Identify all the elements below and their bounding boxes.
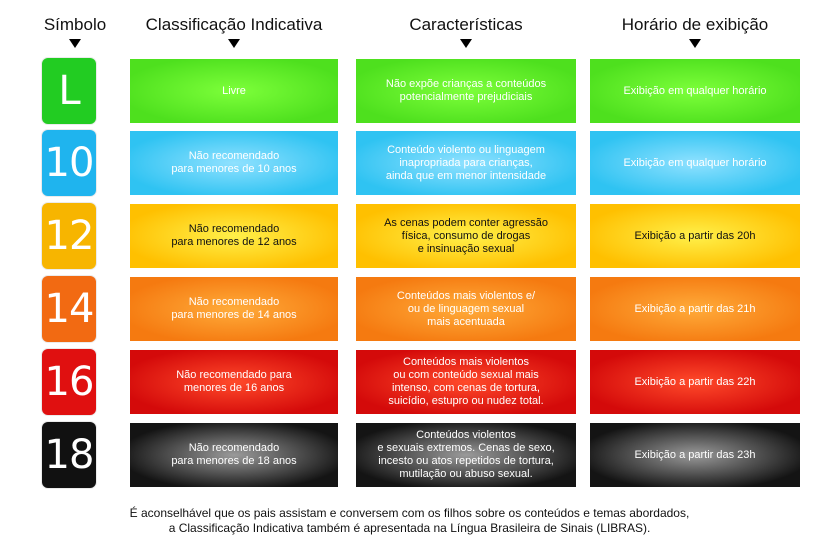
header-classification-label: Classificação Indicativa (145, 15, 323, 34)
rating-symbol-12: 12 (42, 203, 96, 269)
rating-symbol-14: 14 (42, 276, 96, 342)
footer-line-1: É aconselhável que os pais assistam e conversem com os filhos sobre os conteúdos e temas abordados, (129, 506, 690, 520)
classification-cell: Livre (130, 59, 338, 123)
arrow-down-icon (460, 39, 472, 48)
characteristics-cell: Conteúdos mais violentos ou com conteúdo sexual mais intenso, com cenas de tortura, suicídio, estupro ou nudez total. (356, 350, 576, 414)
classification-cell: Não recomendado para menores de 10 anos (130, 131, 338, 195)
arrow-down-icon (228, 39, 240, 48)
header-classification (130, 14, 338, 48)
classification-cell: Não recomendado para menores de 14 anos (130, 277, 338, 341)
classification-cell: Não recomendado para menores de 16 anos (130, 350, 338, 414)
characteristics-cell: Conteúdos violentos e sexuais extremos. Cenas de sexo, incesto ou atos repetidos de tortura, mutilação ou abuso sexual. (356, 423, 576, 487)
header-characteristics (356, 14, 576, 48)
schedule-cell: Exibição a partir das 22h (590, 350, 800, 414)
rating-symbol-18: 18 (42, 422, 96, 488)
schedule-cell: Exibição a partir das 23h (590, 423, 800, 487)
schedule-cell: Exibição em qualquer horário (590, 59, 800, 123)
footer-line-2: a Classificação Indicativa também é apresentada na Língua Brasileira de Sinais (LIBRAS). (168, 521, 651, 535)
schedule-cell: Exibição a partir das 21h (590, 277, 800, 341)
header-characteristics-label: Características (409, 15, 523, 34)
rating-symbol-10: 10 (42, 130, 96, 196)
header-symbol-label: Símbolo (43, 15, 107, 34)
characteristics-cell: Conteúdos mais violentos e/ ou de linguagem sexual mais acentuada (356, 277, 576, 341)
classification-cell: Não recomendado para menores de 12 anos (130, 204, 338, 268)
footer-note (0, 506, 819, 536)
schedule-cell: Exibição em qualquer horário (590, 131, 800, 195)
characteristics-cell: Conteúdo violento ou linguagem inapropriada para crianças, ainda que em menor intensidade (356, 131, 576, 195)
header-schedule-label: Horário de exibição (621, 15, 769, 34)
rating-symbol-l: L (42, 58, 96, 124)
schedule-cell: Exibição a partir das 20h (590, 204, 800, 268)
header-symbol (40, 14, 110, 48)
classification-cell: Não recomendado para menores de 18 anos (130, 423, 338, 487)
header-schedule (590, 14, 800, 48)
characteristics-cell: Não expõe crianças a conteúdos potencialmente prejudiciais (356, 59, 576, 123)
rating-symbol-16: 16 (42, 349, 96, 415)
arrow-down-icon (69, 39, 81, 48)
arrow-down-icon (689, 39, 701, 48)
characteristics-cell: As cenas podem conter agressão física, consumo de drogas e insinuação sexual (356, 204, 576, 268)
